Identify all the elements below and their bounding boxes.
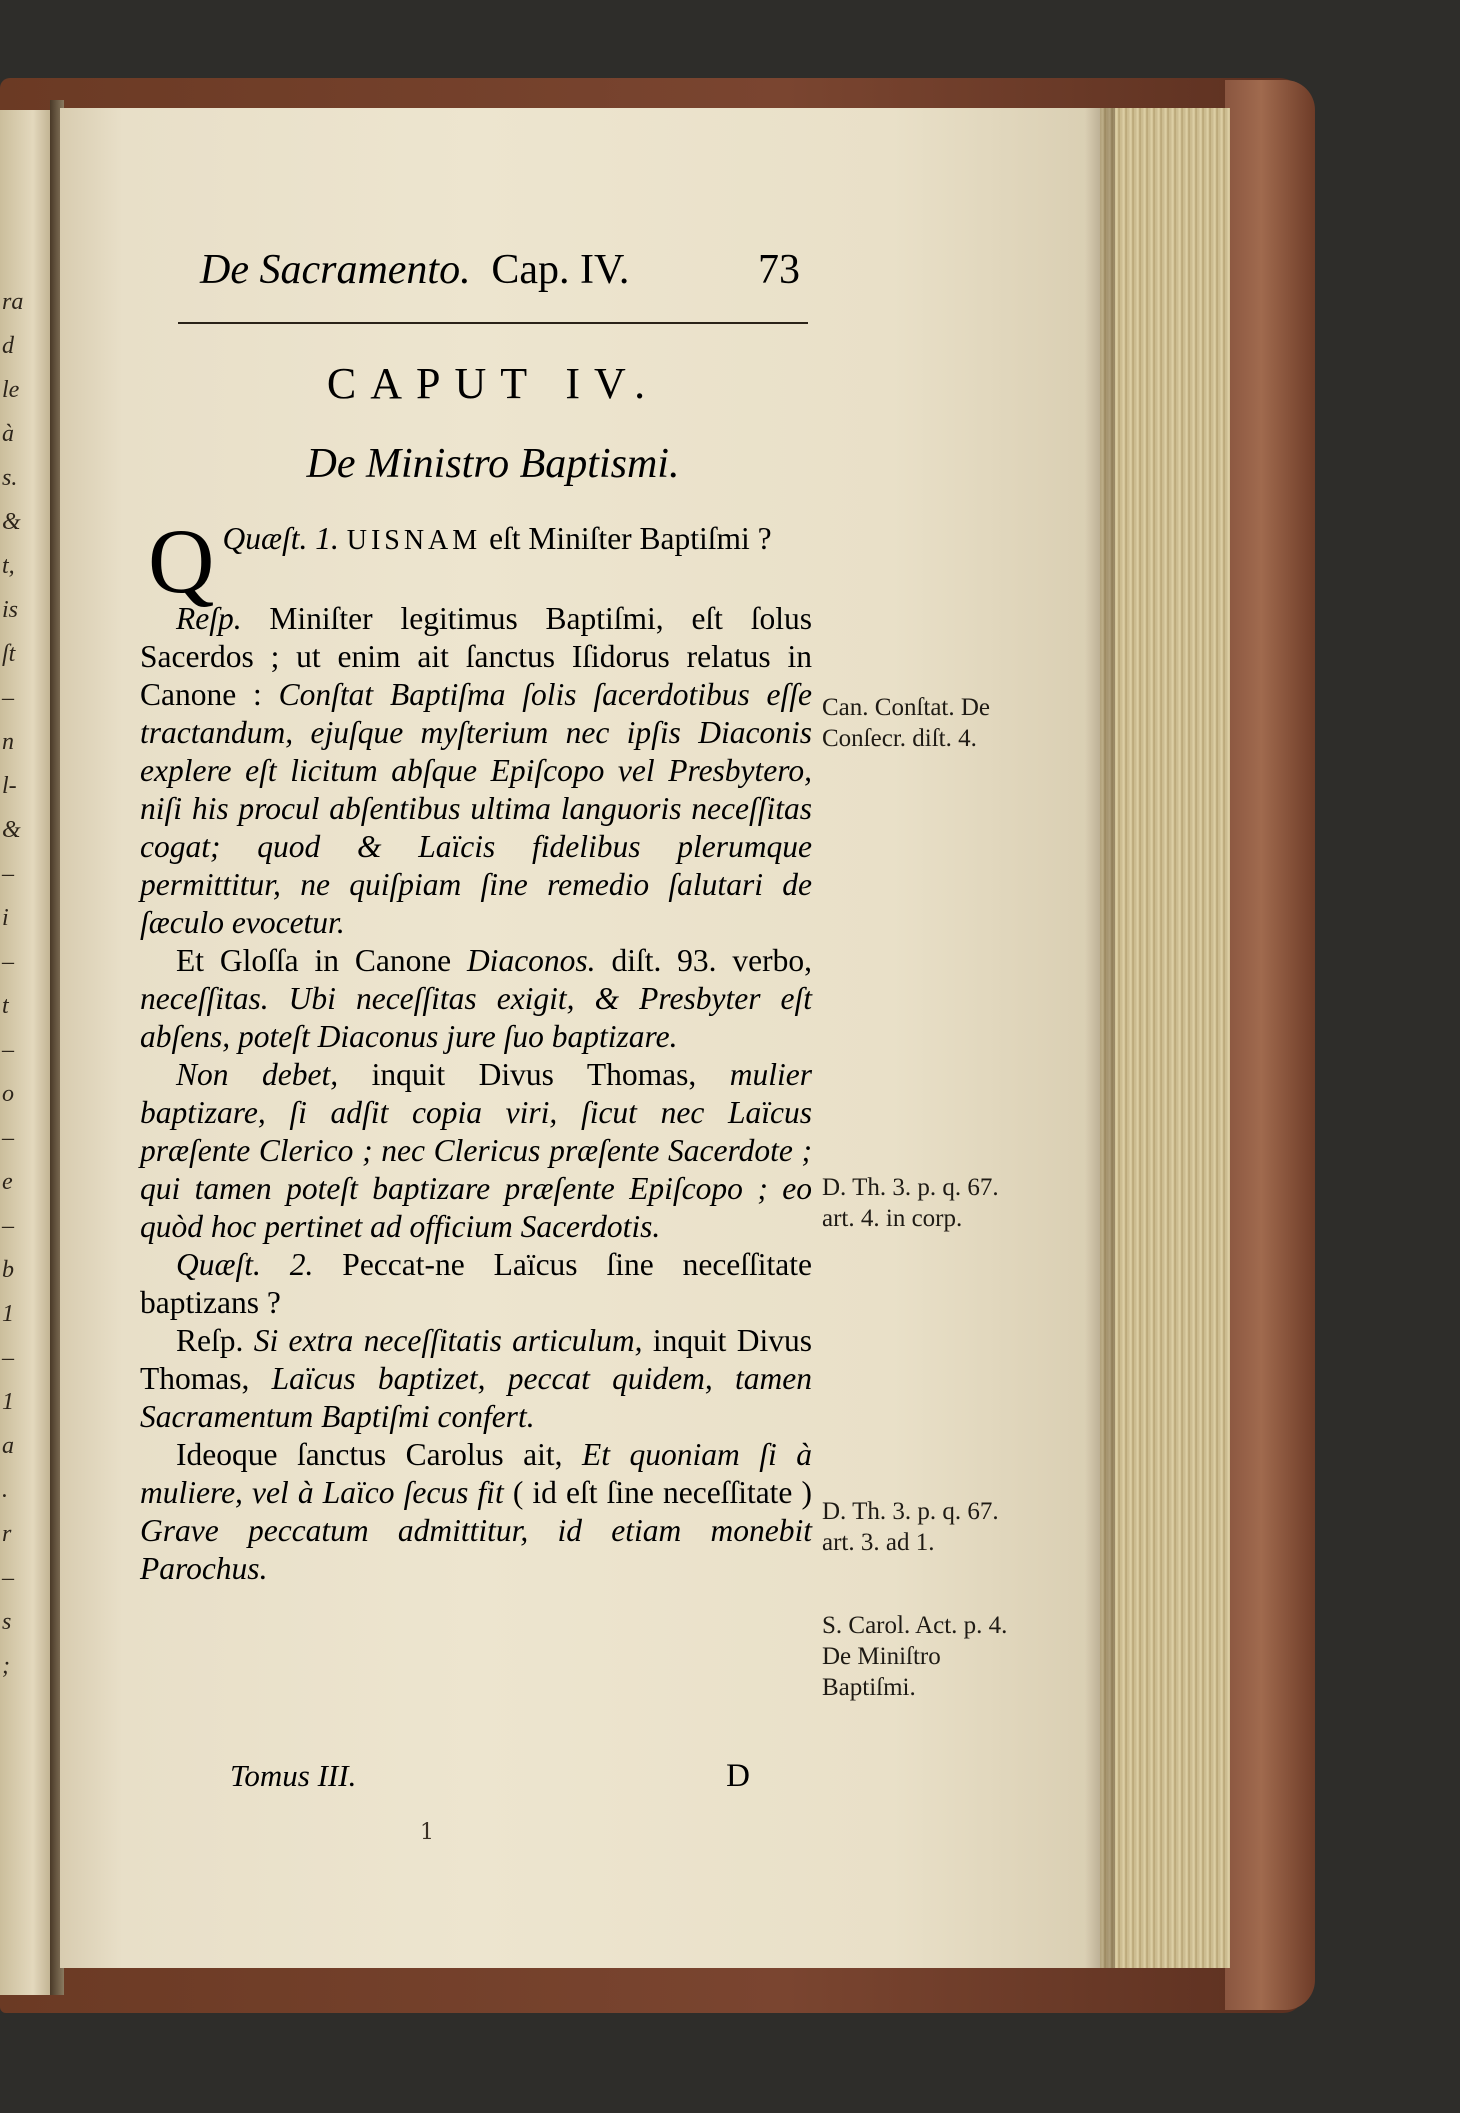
answer-2 xyxy=(140,1322,812,1436)
volume-label: Tomus III. xyxy=(230,1758,357,1793)
gloss-canon: Diaconos. xyxy=(466,943,596,978)
signature-mark: D xyxy=(726,1758,750,1794)
question-2-text: Peccat-ne Laïcus ſine neceſſitate baptizans ? xyxy=(140,1247,812,1320)
left-page-glyph: 1 xyxy=(2,1389,14,1415)
left-page-glyph: i xyxy=(2,905,9,931)
left-page-glyph: – xyxy=(2,685,14,711)
carolus-intro: Ideoque ſanctus Carolus ait, xyxy=(176,1437,563,1472)
answer-2-inquit: inquit Divus Thomas, xyxy=(140,1323,813,1396)
page-shadow xyxy=(1085,108,1115,1968)
answer-2-label: Reſp. xyxy=(176,1323,244,1358)
left-page-glyph: le xyxy=(2,377,20,403)
left-page-glyph: – xyxy=(2,949,14,975)
left-page-glyph: . xyxy=(2,1477,8,1503)
main-text xyxy=(140,510,813,1588)
question-1-caps: UISNAM xyxy=(346,525,482,556)
left-page-glyph: t xyxy=(2,993,9,1019)
gloss-paragraph xyxy=(140,942,812,1056)
question-1 xyxy=(140,510,812,612)
left-page-glyph: & xyxy=(2,509,21,535)
left-page-glyph: is xyxy=(2,597,19,623)
left-page-glyph: t, xyxy=(2,553,15,579)
footer xyxy=(230,1758,750,1798)
left-page-glyphs xyxy=(2,280,22,1688)
answer-1-quote: Conſtat Baptiſma ſolis ſacerdotibus eſſe tractandum, ejuſque myſterium nec ipſis Diaconis explere eſt licitum abſque Epiſcopo vel Presbytero, niſi his procul abſentibus ultima languoris neceſſitas cogat; quod & Laïcis fidelibus plerumque permittitur, ne quiſpiam ſine remedio ſalutari de ſæculo evocetur. xyxy=(140,677,812,940)
left-page-glyph: – xyxy=(2,1213,14,1239)
left-page-glyph: 1 xyxy=(2,1301,14,1327)
left-page-glyph: à xyxy=(2,421,14,447)
left-page-glyph: e xyxy=(2,1169,13,1195)
left-page-glyph: n xyxy=(2,729,14,755)
margin-note-1: Can. Conſtat. De Conſecr. diſt. 4. xyxy=(822,694,991,752)
thomas-paragraph xyxy=(140,1056,812,1246)
thomas-quote: mulier baptizare, ſi adſit copia viri, ſicut nec Laïcus præſente Clerico ; nec Clericus præſente Sacerdote ; qui tamen poteſt baptizare præſente Epiſcopo ; eo quòd hoc pertinet ad officium Sacerdotis. xyxy=(140,1057,812,1244)
answer-1-label: Reſp. xyxy=(176,601,242,636)
left-page-glyph: s xyxy=(2,1609,12,1635)
left-page-glyph: ; xyxy=(2,1653,10,1679)
carolus-quote: Grave peccatum admittitur, id etiam monebit Parochus. xyxy=(140,1513,812,1586)
chapter-title: CAPUT IV. xyxy=(326,359,660,408)
gloss-word: neceſſitas. xyxy=(140,981,269,1016)
left-page-glyph: r xyxy=(2,1521,12,1547)
chapter-subtitle: De Ministro Baptismi. xyxy=(306,441,680,487)
gloss-quote: Ubi neceſſitas exigit, & Presbyter eſt abſens, poteſt Diaconus jure ſuo baptizare. xyxy=(140,981,812,1054)
question-2 xyxy=(140,1246,812,1322)
header-rule xyxy=(178,322,808,324)
left-page-glyph: – xyxy=(2,1037,14,1063)
page-number: 73 xyxy=(758,247,800,293)
left-page-glyph: ſt xyxy=(2,641,16,667)
question-2-label: Quæſt. 2. xyxy=(176,1247,314,1282)
margin-note-3: D. Th. 3. p. q. 67. art. 3. ad 1. xyxy=(822,1498,999,1556)
running-head-chapter: Cap. IV. xyxy=(491,247,630,293)
cover-edge xyxy=(1225,80,1315,2010)
left-page-glyph: d xyxy=(2,333,14,359)
left-page-glyph: – xyxy=(2,861,14,887)
carolus-quote-start: Et quoniam ſi à muliere, vel à Laïco ſecus fit xyxy=(140,1437,812,1510)
carolus-paragraph xyxy=(140,1436,812,1588)
left-page-glyph: & xyxy=(2,817,21,843)
carolus-parenthesis: ( id eſt ſine neceſſitate ) xyxy=(512,1475,813,1510)
drop-cap: Q xyxy=(148,510,215,612)
left-page-glyph: b xyxy=(2,1257,14,1283)
answer-1-text: Miniſter legitimus Baptiſmi, eſt ſolus Sacerdos ; ut enim ait ſanctus Iſidorus relatus in Canone : xyxy=(140,601,813,712)
left-page-glyph: l- xyxy=(2,773,17,799)
left-page-glyph: a xyxy=(2,1433,14,1459)
page-block-edge xyxy=(1100,108,1230,1968)
left-page-glyph: ra xyxy=(2,289,24,315)
thomas-quote-start: Non debet, xyxy=(176,1057,339,1092)
gloss-ref: diſt. 93. verbo, xyxy=(611,943,813,978)
left-page-glyph: – xyxy=(2,1565,14,1591)
question-1-text: eſt Miniſter Baptiſmi ? xyxy=(489,521,772,556)
running-head-title: De Sacramento. xyxy=(200,247,471,293)
left-page-glyph: o xyxy=(2,1081,14,1107)
margin-note-2: D. Th. 3. p. q. 67. art. 4. in corp. xyxy=(822,1174,999,1232)
left-page-glyph: – xyxy=(2,1125,14,1151)
answer-1 xyxy=(140,600,812,942)
margin-note-4: S. Carol. Act. p. 4. De Miniſtro Baptiſmi. xyxy=(822,1612,1008,1701)
answer-2-quote: Laïcus baptizet, peccat quidem, tamen Sacramentum Baptiſmi confert. xyxy=(140,1361,812,1434)
thomas-inquit: inquit Divus Thomas, xyxy=(371,1057,697,1092)
left-page-glyph: – xyxy=(2,1345,14,1371)
question-1-label: Quæſt. 1. xyxy=(222,521,339,556)
answer-2-quote-start: Si extra neceſſitatis articulum, xyxy=(253,1323,643,1358)
gloss-intro: Et Gloſſa in Canone xyxy=(176,943,452,978)
running-head xyxy=(200,240,820,300)
stray-mark: 1 xyxy=(420,1820,434,1845)
left-page-glyph: s. xyxy=(2,465,18,491)
